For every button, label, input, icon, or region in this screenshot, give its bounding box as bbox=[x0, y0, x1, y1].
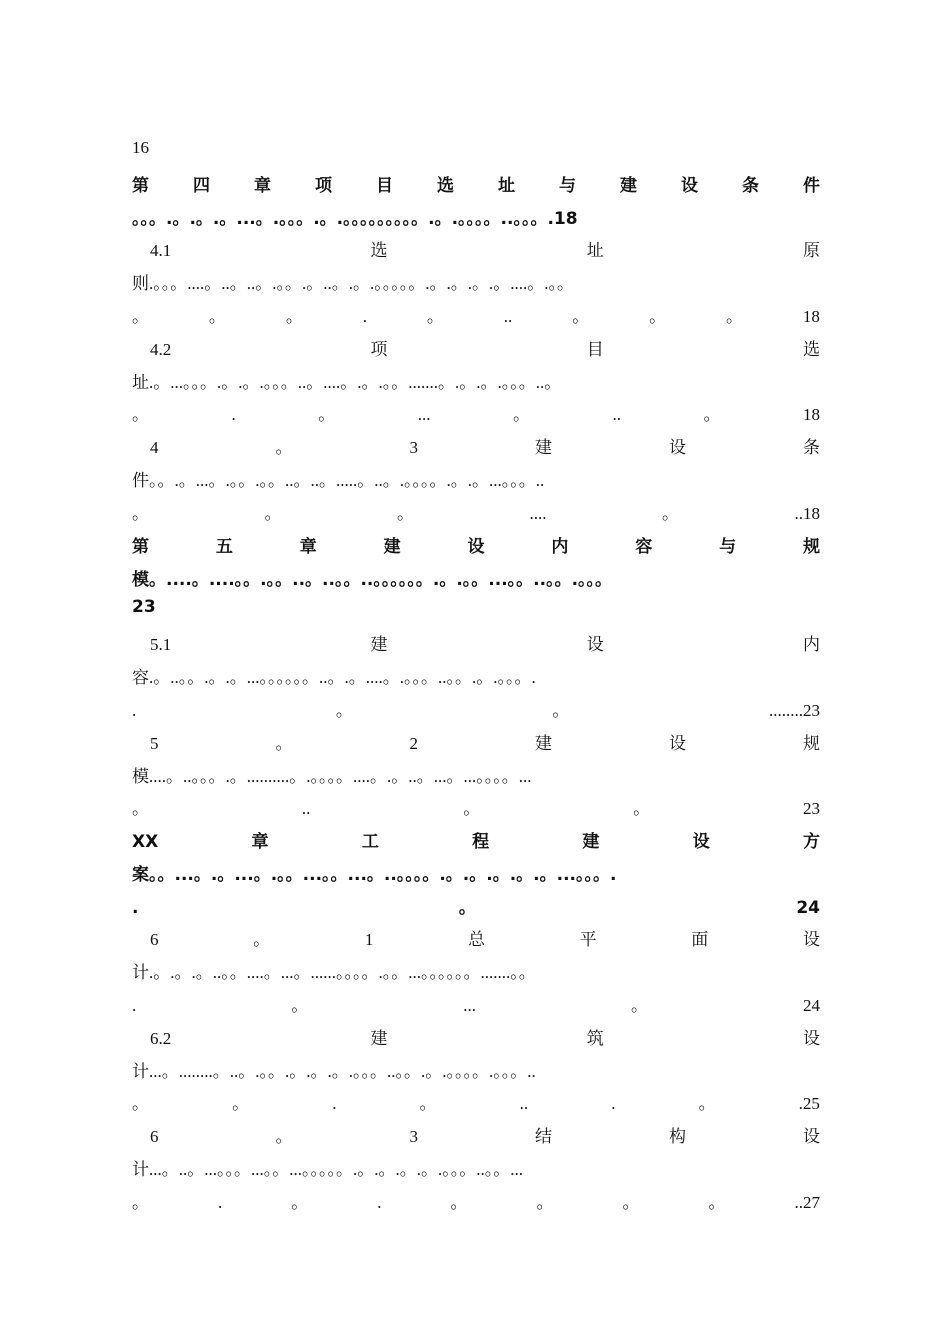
toc-leader: .. bbox=[503, 307, 513, 326]
toc-word: 内 bbox=[551, 537, 569, 557]
toc-leader: . bbox=[218, 1193, 223, 1212]
toc-leader: . bbox=[377, 1193, 382, 1212]
toc-leader: 。 bbox=[631, 996, 648, 1015]
toc-word: 平 bbox=[579, 930, 597, 949]
toc-word: 程 bbox=[472, 832, 490, 852]
toc-leader: 。 bbox=[208, 307, 226, 326]
toc-leader: 。 bbox=[426, 307, 444, 326]
toc-word: 选 bbox=[803, 340, 820, 359]
toc-leader: 。 bbox=[708, 1193, 726, 1212]
toc-leader-line bbox=[132, 663, 820, 688]
page-number: 16 bbox=[132, 138, 149, 157]
toc-leader-line bbox=[132, 958, 820, 983]
toc-entry-6-2 bbox=[150, 1024, 820, 1049]
toc-word: 与 bbox=[559, 176, 576, 196]
toc-leader: 。 bbox=[698, 1094, 716, 1113]
toc-page-ref-line bbox=[132, 597, 820, 617]
toc-word: 。 bbox=[275, 438, 293, 457]
toc-leader: 。 bbox=[132, 405, 149, 424]
toc-word: 设 bbox=[803, 1029, 820, 1048]
toc-entry-6-1 bbox=[150, 925, 820, 950]
toc-word: 方 bbox=[803, 832, 820, 852]
toc-word: 建 bbox=[535, 438, 552, 457]
toc-word: 设 bbox=[467, 537, 485, 557]
toc-chapter-4-title bbox=[132, 171, 820, 196]
toc-word: 3 bbox=[409, 1127, 418, 1146]
toc-leader: 。 bbox=[703, 405, 721, 424]
toc-leader: 。 bbox=[572, 307, 590, 326]
toc-word: 设 bbox=[669, 734, 686, 753]
toc-leader-line bbox=[132, 400, 820, 425]
toc-word: 6 bbox=[150, 1127, 159, 1146]
toc-leader: 。 bbox=[318, 405, 336, 424]
toc-chapter-5-title bbox=[132, 532, 820, 557]
toc-leader: 址.。...。。。.。.。.。。。..。....。.。.。。.......。.。.。.。。。..。 bbox=[132, 373, 562, 392]
toc-word: 2 bbox=[409, 734, 418, 753]
toc-word: 件 bbox=[803, 176, 820, 196]
toc-leader: 。 bbox=[633, 799, 651, 818]
toc-page-ref: 18 bbox=[802, 307, 820, 326]
toc-leader: .. bbox=[612, 405, 621, 424]
toc-leader: 。 bbox=[662, 504, 679, 523]
toc-word: 。 bbox=[253, 930, 271, 949]
toc-leader: ... bbox=[417, 405, 431, 424]
toc-leader-line bbox=[132, 1188, 820, 1213]
toc-leader: 。 bbox=[397, 504, 414, 523]
toc-word: 4 bbox=[150, 438, 159, 457]
toc-word: 结 bbox=[535, 1127, 552, 1146]
toc-leader: 。 bbox=[622, 1193, 640, 1212]
toc-leader: 。 bbox=[552, 701, 570, 720]
toc-leader: . bbox=[132, 701, 137, 720]
toc-leader: 。 bbox=[458, 898, 476, 918]
toc-leader: 。 bbox=[649, 307, 667, 326]
toc-entry-6-3 bbox=[150, 1122, 820, 1147]
toc-leader: .... bbox=[529, 504, 547, 523]
toc-leader: 。 bbox=[291, 996, 309, 1015]
toc-page-ref: ..27 bbox=[794, 1193, 820, 1212]
toc-leader-line bbox=[132, 696, 820, 721]
toc-leader-line bbox=[132, 499, 820, 524]
toc-leader-line bbox=[132, 1155, 820, 1180]
toc-word: 项 bbox=[315, 176, 332, 196]
toc-word: 规 bbox=[803, 734, 820, 753]
toc-leader-line bbox=[132, 302, 820, 327]
toc-word: 建 bbox=[620, 176, 637, 196]
toc-word: 四 bbox=[193, 176, 210, 196]
toc-entry-5-1 bbox=[150, 630, 820, 655]
toc-leader: 。 bbox=[536, 1193, 554, 1212]
toc-word: 6 bbox=[150, 930, 159, 949]
toc-leader: 模....。..。。。.。..........。.。。。。....。.。..。...。...。。。。... bbox=[132, 767, 532, 786]
toc-leader: 。 bbox=[285, 307, 303, 326]
toc-leader: . bbox=[332, 1094, 337, 1113]
toc-leader: 。 bbox=[232, 1094, 250, 1113]
toc-word: 原 bbox=[803, 241, 820, 260]
toc-word: 第 bbox=[132, 176, 149, 196]
toc-page-ref: .25 bbox=[798, 1094, 820, 1113]
toc-leader: 。 bbox=[132, 307, 149, 326]
toc-word: 五 bbox=[215, 537, 233, 557]
toc-word: 设 bbox=[586, 635, 604, 654]
toc-word: 。 bbox=[275, 1127, 293, 1146]
toc-word: 址 bbox=[498, 176, 515, 196]
toc-word: 总 bbox=[467, 930, 485, 949]
toc-page-ref: 18 bbox=[803, 405, 820, 424]
toc-word: 目 bbox=[376, 176, 393, 196]
toc-word: 4.1 bbox=[150, 241, 172, 260]
toc-leader: . bbox=[132, 996, 137, 1015]
toc-word: 建 bbox=[370, 1029, 388, 1048]
toc-word: 工 bbox=[361, 832, 379, 852]
toc-word: 建 bbox=[535, 734, 552, 753]
toc-word: 3 bbox=[409, 438, 418, 457]
toc-leader: 。 bbox=[132, 799, 149, 818]
toc-word: 选 bbox=[437, 176, 454, 196]
toc-leader: . bbox=[132, 898, 139, 918]
toc-word: 4.2 bbox=[150, 340, 172, 359]
toc-leader-line bbox=[132, 1089, 820, 1114]
toc-page-ref: ........23 bbox=[768, 701, 820, 720]
toc-word: 1 bbox=[364, 930, 374, 949]
toc-leader-line bbox=[132, 368, 820, 393]
toc-word: 6.2 bbox=[150, 1029, 172, 1048]
toc-word: 内 bbox=[803, 635, 820, 654]
toc-page-ref: 23 bbox=[132, 597, 156, 617]
toc-leader: 。 bbox=[132, 504, 149, 523]
toc-leader: .. bbox=[301, 799, 311, 818]
toc-word: 章 bbox=[251, 832, 269, 852]
toc-word: XX bbox=[132, 832, 159, 852]
toc-entry-4-3 bbox=[150, 433, 820, 458]
toc-page-ref: 24 bbox=[803, 996, 820, 1015]
toc-leader-line bbox=[132, 466, 820, 491]
toc-leader: 。 bbox=[291, 1193, 309, 1212]
toc-leader: 。。。.。.。.。...。.。。。.。.。。。。。。。。。.。.。。。。..。。。.18 bbox=[132, 209, 578, 229]
toc-leader: 。 bbox=[450, 1193, 468, 1212]
toc-leader: ... bbox=[463, 996, 476, 1015]
toc-word: 章 bbox=[254, 176, 271, 196]
toc-page-ref: 24 bbox=[796, 898, 820, 918]
toc-leader: 计.。.。.。..。。....。...。......。。。。.。。...。。。。。。.......。。 bbox=[132, 963, 536, 982]
toc-leader: 。 bbox=[419, 1094, 437, 1113]
toc-word: 目 bbox=[586, 340, 604, 359]
toc-word: 构 bbox=[669, 1127, 686, 1146]
toc-entry-4-1 bbox=[150, 236, 820, 261]
toc-leader-line bbox=[132, 860, 820, 885]
toc-leader: 。 bbox=[132, 1193, 149, 1212]
toc-entry-5-2 bbox=[150, 729, 820, 754]
toc-chapter-6-title bbox=[132, 827, 820, 852]
toc-page-ref: ..18 bbox=[794, 504, 820, 523]
toc-leader: 。 bbox=[335, 701, 353, 720]
toc-leader-line bbox=[132, 565, 820, 590]
toc-word: 设 bbox=[681, 176, 698, 196]
toc-word: 第 bbox=[132, 537, 149, 557]
toc-page-ref: 23 bbox=[803, 799, 820, 818]
toc-word: 建 bbox=[383, 537, 401, 557]
toc-word: 建 bbox=[582, 832, 600, 852]
toc-word: 设 bbox=[692, 832, 710, 852]
toc-leader-line bbox=[132, 794, 820, 819]
toc-leader-line bbox=[132, 269, 820, 294]
toc-word: 章 bbox=[299, 537, 317, 557]
toc-leader: .. bbox=[519, 1094, 529, 1113]
toc-word: 条 bbox=[803, 438, 820, 457]
toc-leader: 。 bbox=[264, 504, 282, 523]
toc-word: 项 bbox=[370, 340, 388, 359]
toc-leader: . bbox=[231, 405, 236, 424]
toc-leader: 计...。..。...。。。...。。...。。。。。.。.。.。.。.。。。..。。... bbox=[132, 1160, 523, 1179]
toc-leader: 案。。...。.。...。.。。...。。...。..。。。。.。.。.。.。.。...。。。. bbox=[132, 865, 617, 885]
toc-word: 5.1 bbox=[150, 635, 172, 654]
toc-word: 址 bbox=[586, 241, 604, 260]
toc-word: 5 bbox=[150, 734, 159, 753]
toc-leader: 模。....。....。。.。。..。..。。..。。。。。。.。.。。...。。..。。.。。。 bbox=[132, 570, 613, 590]
toc-word: 。 bbox=[275, 734, 293, 753]
toc-leader: 。 bbox=[132, 1094, 149, 1113]
toc-word: 面 bbox=[691, 930, 709, 949]
toc-word: 设 bbox=[803, 1127, 820, 1146]
toc-leader: . bbox=[611, 1094, 616, 1113]
toc-leader: 。 bbox=[463, 799, 481, 818]
toc-word: 规 bbox=[803, 537, 820, 557]
toc-leader: 。 bbox=[513, 405, 530, 424]
toc-leader: 计...。........。..。.。。.。.。.。.。。。..。。.。.。。。。.。。。.. bbox=[132, 1062, 536, 1081]
toc-leader: . bbox=[362, 307, 367, 326]
toc-word: 筑 bbox=[586, 1029, 604, 1048]
page-number-line bbox=[132, 138, 820, 158]
toc-word: 选 bbox=[370, 241, 388, 260]
toc-word: 条 bbox=[742, 176, 759, 196]
toc-word: 容 bbox=[635, 537, 653, 557]
toc-word: 设 bbox=[669, 438, 686, 457]
toc-leader: 件。。.。...。.。。.。。..。..。.....。..。.。。。。.。.。...。。。.. bbox=[132, 471, 545, 490]
toc-leader: 则.。。。....。..。..。.。。.。..。.。.。。。。。.。.。.。.。....。.。。 bbox=[132, 274, 574, 293]
toc-word: 与 bbox=[719, 537, 737, 557]
toc-leader: 容.。..。。.。.。...。。。。。。..。.。....。.。。。..。。.。.。。。. bbox=[132, 668, 536, 687]
toc-leader-line bbox=[132, 1057, 820, 1082]
toc-entry-4-2 bbox=[150, 335, 820, 360]
toc-leader-line bbox=[132, 762, 820, 787]
toc-word: 建 bbox=[370, 635, 388, 654]
toc-leader-line bbox=[132, 991, 820, 1016]
toc-leader-line bbox=[132, 893, 820, 918]
toc-leader: 。 bbox=[726, 307, 743, 326]
toc-leader-line bbox=[132, 204, 820, 229]
toc-word: 设 bbox=[802, 930, 820, 949]
